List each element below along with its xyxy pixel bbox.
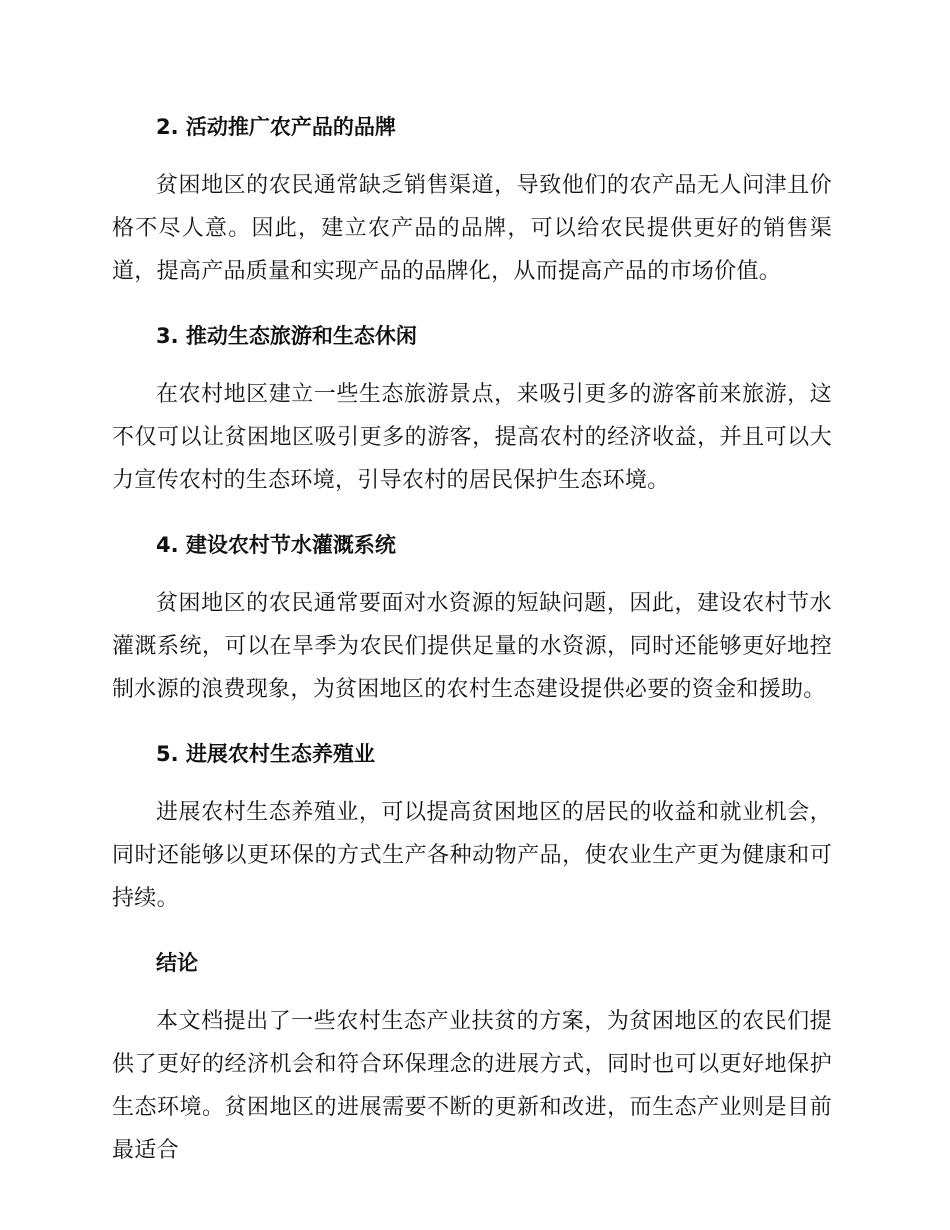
paragraph-eco-tourism: 在农村地区建立一些生态旅游景点，来吸引更多的游客前来旅游，这不仅可以让贫困地区吸引更多的游客，提高农村的经济收益，并且可以大力宣传农村的生态环境，引导农村的居民保护生态环境。: [112, 382, 832, 493]
document-page: [112, 108, 832, 1172]
paragraph-eco-farming: 进展农村生态养殖业，可以提高贫困地区的居民的收益和就业机会，同时还能够以更环保的方式生产各种动物产品，使农业生产更为健康和可持续。: [112, 800, 832, 911]
section-heading-brand: 2. 活动推广农产品的品牌: [156, 115, 396, 139]
section-heading-eco-tourism: 3. 推动生态旅游和生态休闲: [156, 324, 417, 348]
paragraph-irrigation: 贫困地区的农民通常要面对水资源的短缺问题，因此，建设农村节水灌溉系统，可以在旱季为农民们提供足量的水资源，同时还能够更好地控制水源的浪费现象，为贫困地区的农村生态建设提供必要的资金和援助。: [112, 591, 832, 702]
paragraph-brand: 贫困地区的农民通常缺乏销售渠道，导致他们的农产品无人问津且价格不尽人意。因此，建立农产品的品牌，可以给农民提供更好的销售渠道，提高产品质量和实现产品的品牌化，从而提高产品的市场价值。: [112, 173, 832, 284]
section-heading-eco-farming: 5. 进展农村生态养殖业: [156, 742, 375, 766]
paragraph-conclusion: 本文档提出了一些农村生态产业扶贫的方案，为贫困地区的农民们提供了更好的经济机会和符合环保理念的进展方式，同时也可以更好地保护生态环境。贫困地区的进展需要不断的更新和改进，而生态产业则是目前最适合: [112, 1009, 832, 1163]
section-heading-irrigation: 4. 建设农村节水灌溉系统: [156, 533, 396, 557]
section-heading-conclusion: 结论: [156, 951, 198, 975]
